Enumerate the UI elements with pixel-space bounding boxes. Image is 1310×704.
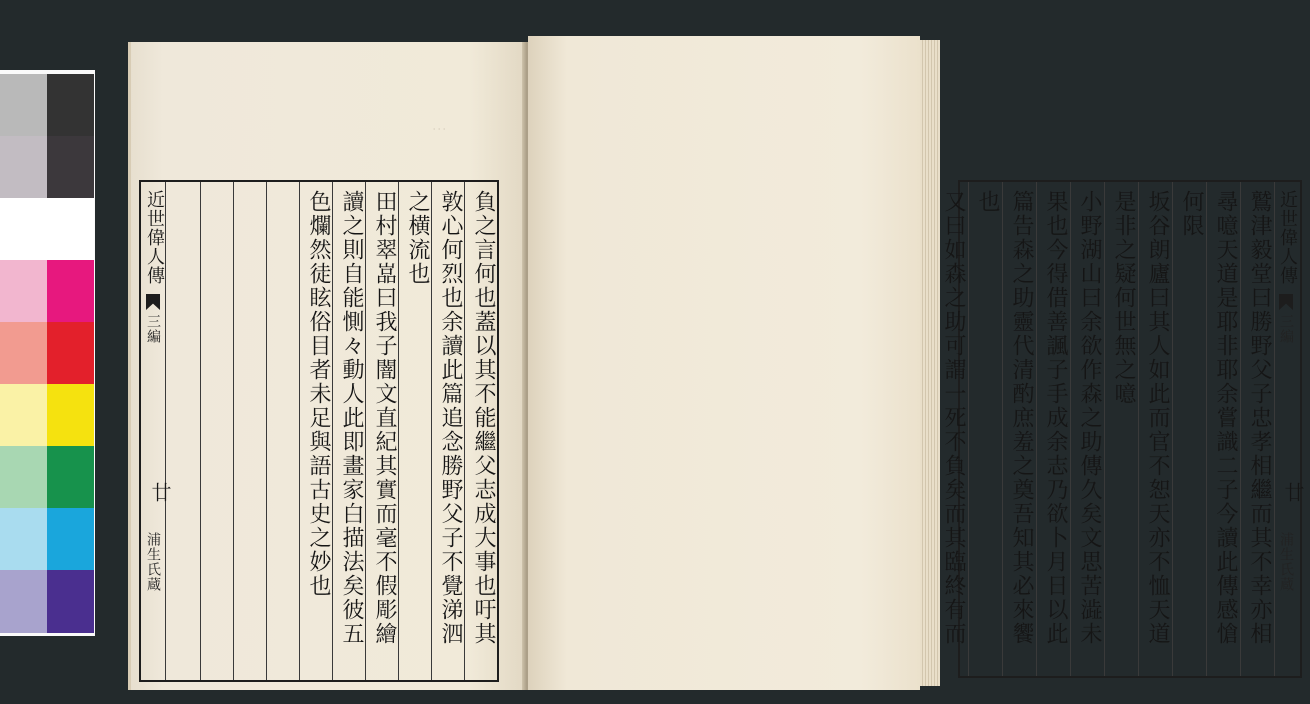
calibration-swatch [0,446,47,509]
calibration-swatch [0,384,47,447]
calibration-swatch [47,570,94,633]
fish-tail-mark [1279,294,1293,310]
text-column: 色爛然徒眩俗目者未足與語古史之妙也 [306,190,331,598]
right-text-frame [941,180,1305,678]
text-column: 又曰如森之助可謂一死不負矣而其臨終有而 [941,190,966,646]
calibration-swatch [0,198,47,261]
running-subtitle: 三編 [1278,314,1294,344]
running-title: 近世偉人傳 [144,190,165,285]
calibration-swatch [47,322,94,385]
calibration-swatch [47,260,94,323]
column-rule [165,182,166,680]
right-page [528,36,1305,690]
calibration-swatch [0,508,47,571]
column-rule [200,182,201,680]
text-column: 何限 [1179,190,1204,238]
calibration-swatch [47,384,94,447]
text-column: 敦心何烈也余讀此篇追念勝野父子不覺涕泗 [438,190,463,646]
calibration-swatch [0,74,47,137]
column-rule [1002,182,1003,676]
fish-tail-mark [146,294,160,310]
calibration-swatch [0,322,47,385]
text-column: 讀之則自能惻々動人此即畫家白描法矣彼五 [339,190,364,646]
text-column: 尋噫天道是耶非耶余嘗識二子今讀此傳感愴 [1213,190,1238,646]
column-rule [1206,182,1207,676]
text-column: 篇告森之助靈代清酌庶羞之奠吾知其必來饗 [1009,190,1034,646]
bleed-through-text: ⋮ [431,122,447,136]
column-rule [233,182,234,680]
publisher-mark: 浦生氏蔵 [145,532,161,592]
calibration-swatch [47,74,94,137]
calibration-swatch [0,136,47,199]
left-text-frame [139,180,499,682]
text-column: 是非之疑何世無之噫 [1111,190,1136,406]
text-column: 田村翠嵓曰我子闇文直紀其實而毫不假彫繪 [372,190,397,646]
publisher-mark: 浦生氏蔵 [1278,532,1294,592]
text-column: 之横流也 [405,190,430,286]
text-column: 果也今得借善諷子手成余志乃欲卜月日以此 [1043,190,1068,646]
calibration-swatch [0,570,47,633]
open-book [128,36,1305,690]
calibration-swatch [47,198,94,261]
folio-number: 廿 [1281,482,1305,504]
page-fore-edge [920,40,940,686]
calibration-swatch [47,508,94,571]
calibration-swatch [47,446,94,509]
left-page [128,42,529,690]
running-subtitle: 三編 [145,314,161,344]
column-rule [299,182,300,680]
running-title: 近世偉人傳 [1277,190,1298,285]
text-column: 負之言何也蓋以其不能繼父志成大事也吁其 [471,190,496,646]
color-calibration-card [0,70,95,636]
folio-number: 廿 [148,482,172,504]
calibration-swatch [47,136,94,199]
text-column: 也 [975,190,1000,214]
text-column: 小野湖山曰余欲作森之助傳久矣文思苦澁未 [1077,190,1102,646]
text-column: 鷲津毅堂曰勝野父子忠孝相繼而其不幸亦相 [1247,190,1272,646]
column-rule [266,182,267,680]
calibration-swatch [0,260,47,323]
text-column: 坂谷朗廬曰其人如此而官不恕天亦不恤天道 [1145,190,1170,646]
